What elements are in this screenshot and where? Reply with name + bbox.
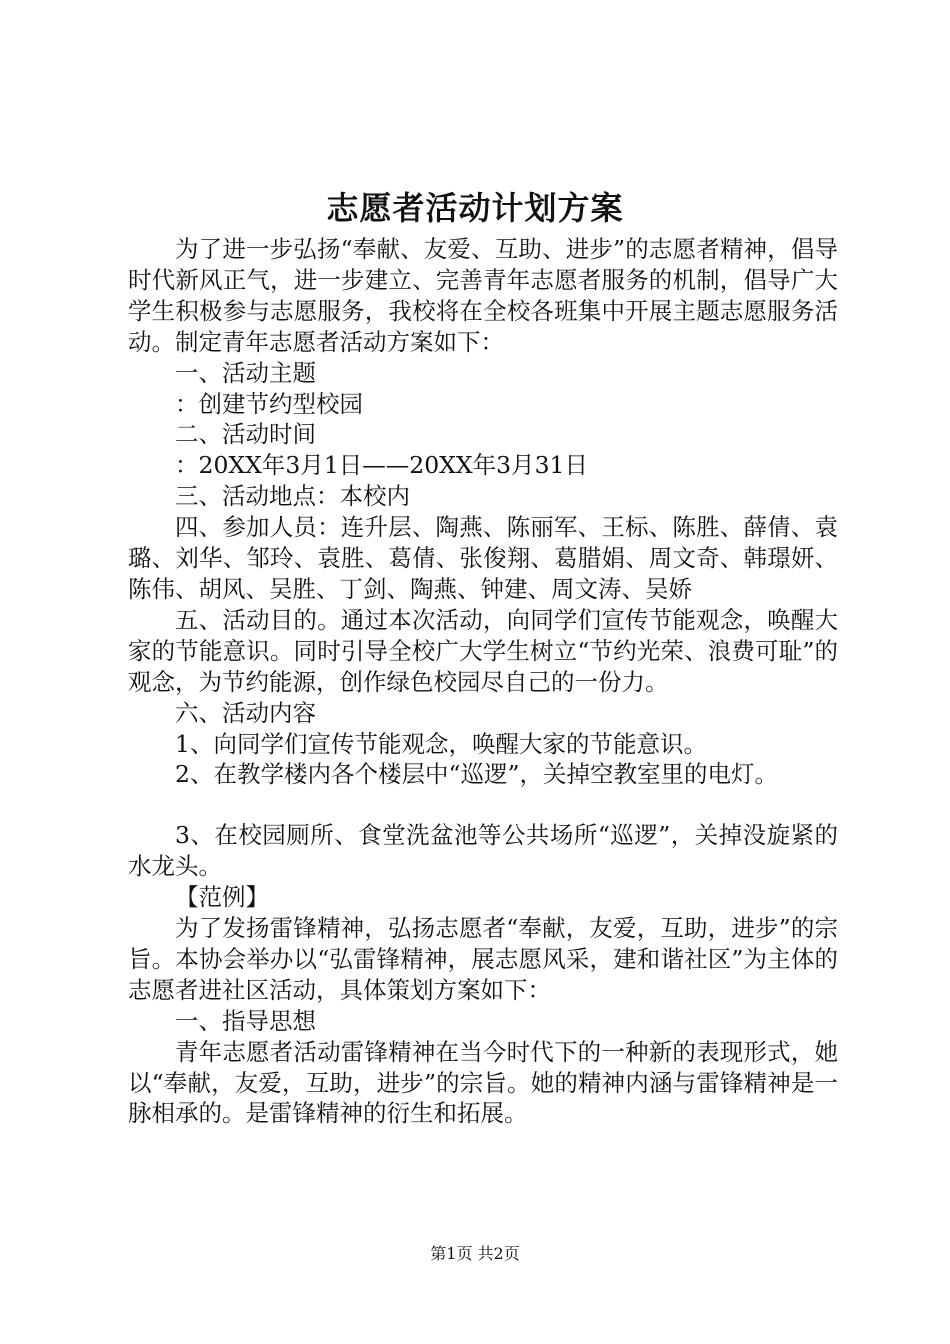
list-item-content-3: 3、在校园厕所、食堂洗盆池等公共场所“巡逻”，关掉没旋紧的水龙头。 (128, 821, 838, 881)
paragraph-activity-time: ：20XX年3月1日——20XX年3月31日 (175, 451, 588, 480)
document-title: 志愿者活动计划方案 (326, 189, 624, 227)
paragraph-guiding-ideology: 青年志愿者活动雷锋精神在当今时代下的一种新的表现形式，她以“奉献，友爱，互助，进步”的宗旨。她的精神内涵与雷锋精神是一脉相承的。是雷锋精神的衍生和拓展。 (128, 1037, 838, 1128)
heading-activity-content: 六、活动内容 (175, 698, 316, 727)
paragraph-activity-purpose: 五、活动目的。通过本次活动，向同学们宣传节能观念，唤醒大家的节能意识。同时引导全校广大学生树立“节约光荣、浪费可耻”的观念，为节约能源，创作绿色校园尽自己的一份力。 (128, 605, 838, 696)
paragraph-example-intro: 为了发扬雷锋精神，弘扬志愿者“奉献，友爱，互助，进步”的宗旨。本协会举办以“弘雷锋精神，展志愿风采，建和谐社区”为主体的志愿者进社区活动，具体策划方案如下： (128, 914, 838, 1004)
list-item-content-2: 2、在教学楼内各个楼层中“巡逻”，关掉空教室里的电灯。 (175, 760, 778, 789)
document-body (128, 234, 838, 1129)
list-item-content-1: 1、向同学们宣传节能观念，唤醒大家的节能意识。 (175, 729, 707, 758)
paragraph-activity-theme: ：创建节约型校园 (175, 389, 363, 418)
heading-guiding-ideology: 一、指导思想 (175, 1006, 316, 1035)
heading-activity-time: 二、活动时间 (175, 420, 316, 449)
heading-example: 【范例】 (175, 883, 269, 912)
paragraph-activity-location: 三、活动地点：本校内 (175, 482, 410, 511)
heading-activity-theme: 一、活动主题 (175, 358, 316, 387)
page-footer: 第1页 共2页 (430, 1244, 520, 1263)
paragraph-intro: 为了进一步弘扬“奉献、友爱、互助、进步”的志愿者精神，倡导时代新风正气，进一步建立、完善青年志愿者服务的机制，倡导广大学生积极参与志愿服务，我校将在全校各班集中开展主题志愿服务活动。制定青年志愿者活动方案如下： (128, 235, 838, 356)
paragraph-participants: 四、参加人员：连升层、陶燕、陈丽军、王标、陈胜、薛倩、袁璐、刘华、邹玲、袁胜、葛倩、张俊翔、葛腊娟、周文奇、韩璟妍、陈伟、胡风、吴胜、丁剑、陶燕、钟建、周文涛、吴娇 (128, 513, 838, 603)
